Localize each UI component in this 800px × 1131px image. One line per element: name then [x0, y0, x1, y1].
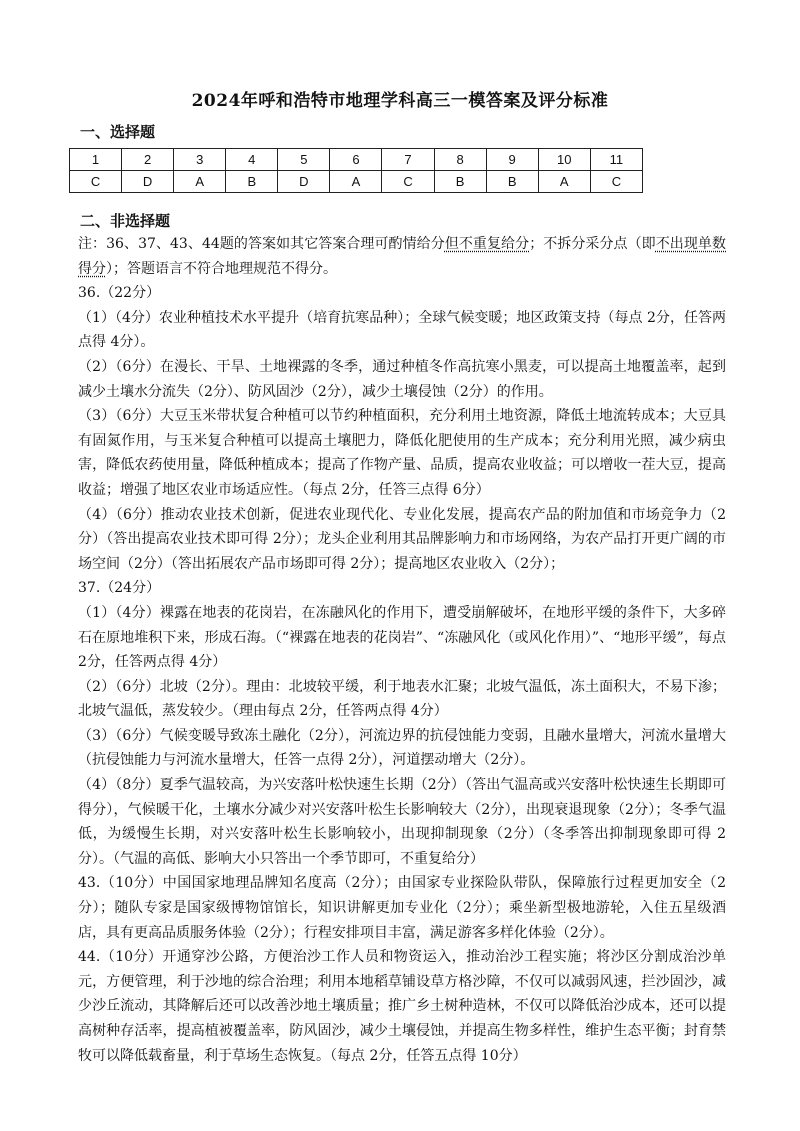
answer-37-3: （3）（6分）气候变暖导致冻土融化（2分），河流边界的抗侵蚀能力变弱，且融水量增大，河流水量增大（抗侵蚀能力与河流水量增大，任答一点得 2分），河道摆动增大（2分）。	[78, 727, 726, 769]
scoring-note	[78, 232, 726, 281]
section-heading-multiple-choice: 一、选择题	[80, 123, 156, 141]
answer-cell: A	[538, 171, 590, 193]
page-title: 2024年呼和浩特市地理学科高三一模答案及评分标准	[191, 91, 609, 111]
answer-37-4: （4）（8分）夏季气温较高，为兴安落叶松快速生长期（2分）（答出气温高或兴安落叶松快速生长期即可得分），气候暖干化，土壤水分减少对兴安落叶松生长影响较大（2分），出现衰退现象（2分）；冬季气温低，为缓慢生长期，对兴安落叶松生长影响较小，出现抑制现象（2分）（冬季答出抑制现象即可得 2分）。（气温的高低、影响大小只答出一个季节即可，不重复给分）	[78, 777, 726, 867]
question-number-row	[70, 149, 643, 171]
answer-36-2: （2）（6分）在漫长、干旱、土地裸露的冬季，通过种植冬作高抗寒小黑麦，可以提高土地覆盖率，起到减少土壤水分流失（2分）、防风固沙（2分），减少土壤侵蚀（2分）的作用。	[78, 358, 726, 400]
question-number: 9	[486, 149, 538, 171]
note-text: 注：36、37、43、44题的答案如其它答案合理可酌情给分	[78, 236, 445, 252]
answer-cell: C	[590, 171, 642, 193]
answer-cell: D	[122, 171, 174, 193]
question-37-header: 37.（24分）	[78, 580, 161, 597]
question-number: 3	[174, 149, 226, 171]
note-emphasis: 但不重复给分	[444, 236, 530, 252]
answer-table	[69, 148, 643, 193]
answer-cell: A	[330, 171, 382, 193]
answer-43: 43.（10分）中国国家地理品牌知名度高（2分）；由国家专业探险队带队，保障旅行过程更加安全（2分）；随队专家是国家级博物馆馆长，知识讲解更加专业化（2分）；乘坐新型极地游轮，入住五星级酒店，具有更高品质服务体验（2分）；行程安排项目丰富，满足游客多样化体验（2分）。	[78, 875, 726, 941]
question-number: 11	[590, 149, 642, 171]
note-text: ）；答题语言不符合地理规范不得分。	[106, 260, 337, 277]
section-heading-non-multiple-choice: 二、非选择题	[80, 212, 171, 230]
answer-cell: B	[226, 171, 278, 193]
question-36-header: 36.（22分）	[78, 285, 161, 302]
answer-cell: C	[70, 171, 122, 193]
question-number: 6	[330, 149, 382, 171]
question-number: 10	[538, 149, 590, 171]
question-number: 5	[278, 149, 330, 171]
answer-body	[78, 232, 726, 1068]
question-number: 2	[122, 149, 174, 171]
answer-36-3: （3）（6分）大豆玉米带状复合种植可以节约种植面积，充分利用土地资源，降低土地流转成本；大豆具有固氮作用，与玉米复合种植可以提高土壤肥力，降低化肥使用的生产成本；充分利用光照，减少病虫害，降低农药使用量，降低种植成本；提高了作物产量、品质，提高农业收益；可以增收一茬大豆，提高收益；增强了地区农业市场适应性。（每点 2分，任答三点得 6分）	[78, 408, 726, 498]
answer-cell: D	[278, 171, 330, 193]
answer-cell: B	[434, 171, 486, 193]
answer-cell: B	[486, 171, 538, 193]
question-number: 1	[70, 149, 122, 171]
answer-cell: C	[382, 171, 434, 193]
answer-44: 44.（10分）开通穿沙公路，方便治沙工作人员和物资运入，推动治沙工程实施；将沙区分割成治沙单元，方便管理，利于沙地的综合治理；利用本地稻草铺设草方格沙障，不仅可以减弱风速，拦沙固沙，减少沙丘流动，其降解后还可以改善沙地土壤质量；推广乡土树种造林，不仅可以降低治沙成本，还可以提高树种存活率，提高植被覆盖率，防风固沙，减少土壤侵蚀，并提高生物多样性，维护生态平衡；封育禁牧可以降低载畜量，利于草场生态恢复。（每点 2分，任答五点得 10分）	[78, 949, 726, 1064]
question-number: 7	[382, 149, 434, 171]
note-text: ；不拆分采分点（即	[529, 236, 656, 252]
answer-37-1: （1）（4分）裸露在地表的花岗岩，在冻融风化的作用下，遭受崩解破坏，在地形平缓的条件下，大多碎石在原地堆积下来，形成石海。（“裸露在地表的花岗岩”、“冻融风化（或风化作用）”、“地形平缓”，每点 2分，任答两点得 4分）	[78, 604, 726, 671]
question-number: 4	[226, 149, 278, 171]
answer-cell: A	[174, 171, 226, 193]
question-number: 8	[434, 149, 486, 171]
answer-36-1: （1）（4分）农业种植技术水平提升（培育抗寒品种）；全球气候变暖；地区政策支持（每点 2分，任答两点得 4分）。	[78, 309, 726, 351]
answer-row	[70, 171, 643, 193]
answer-37-2: （2）（6分）北坡（2分）。理由：北坡较平缓，利于地表水汇聚；北坡气温低，冻土面积大，不易下渗；北坡气温低，蒸发较少。（理由每点 2分，任答两点得 4分）	[78, 678, 726, 720]
note-emphasis: 不出现单数得分	[78, 236, 726, 277]
answer-36-4: （4）（6分）推动农业技术创新，促进农业现代化、专业化发展，提高农产品的附加值和市场竞争力（2分）（答出提高农业技术即可得 2分）；龙头企业利用其品牌影响力和市场网络，为农产品打开更广阔的市场空间（2分）（答出拓展农产品市场即可得 2分）；提高地区农业收入（2分）；	[78, 506, 726, 572]
